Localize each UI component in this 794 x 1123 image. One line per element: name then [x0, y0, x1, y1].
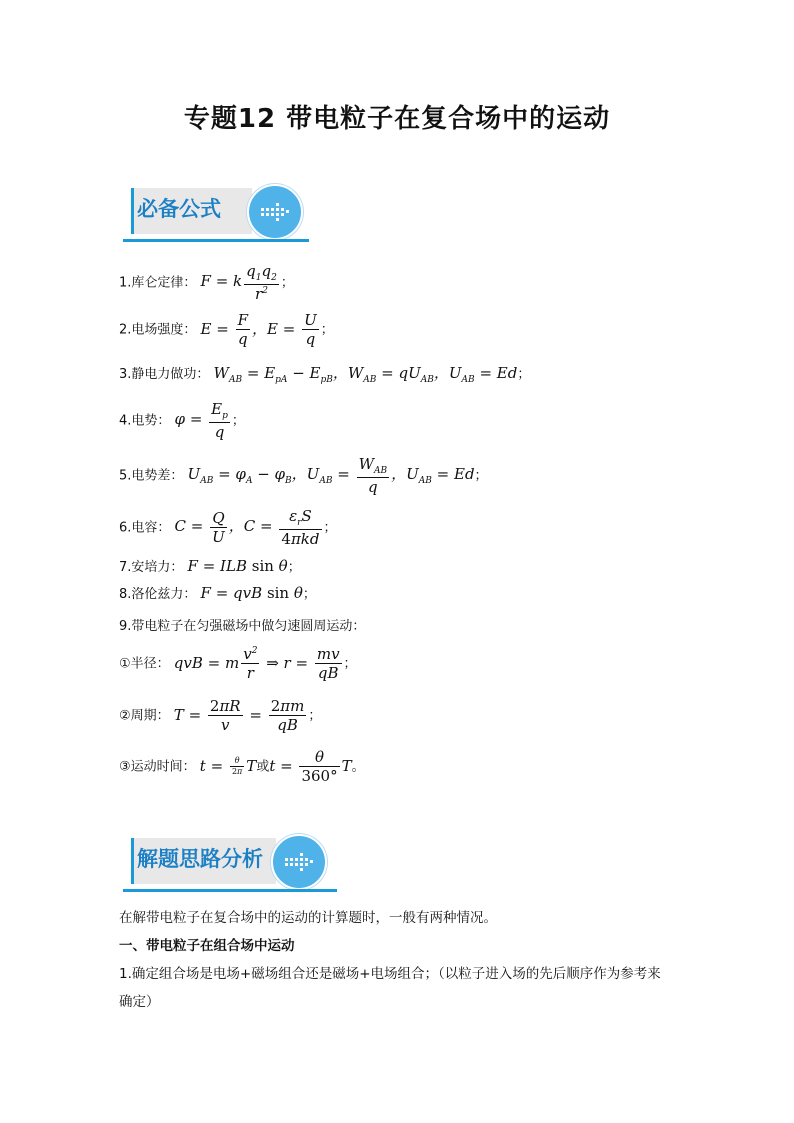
formula-label: 4.电势：: [119, 413, 171, 429]
formula-time: ③运动时间： t = $\frac{\theta}{2\pi}$ T或t = $\frac{\theta}{360^\circ}$ T。: [119, 748, 365, 785]
formula-label: 2.电场强度：: [119, 322, 197, 338]
formula-label: ①半径：: [119, 656, 170, 672]
banner-underline: [123, 889, 337, 892]
formula-radius: ①半径： qvB = m $\frac{v^2}{r}$ ⇒ r = $\frac{mv}{qB}$ ；: [119, 645, 357, 682]
or-text: 或: [256, 759, 270, 775]
formula-period: ②周期： T = $\frac{2\pi R}{v}$ = $\frac{2\pi m}{qB}$ ；: [119, 697, 322, 734]
period-mark: 。: [351, 759, 365, 775]
section-banner-formulas: [123, 184, 313, 244]
formula-label: 9.带电粒子在匀强磁场中做匀速圆周运动：: [119, 619, 366, 634]
formula-field-strength: 2.电场强度： E = $\frac{F}{q}$ ，E = $\frac{U}{q}$ ；: [119, 311, 334, 348]
section-title: 解题思路分析: [137, 847, 263, 871]
formula-work: 3.静电力做功： $W_{AB} = E_{pA} - E_{pB}$，$W_{AB} = qU_{AB}$，$U_{AB} = Ed$；: [119, 364, 531, 385]
section-banner-analysis: [123, 834, 339, 894]
formula-lorentz: 8.洛伦兹力： F = qvB sin θ；: [119, 584, 316, 602]
page-title: 专题12 带电粒子在复合场中的运动: [183, 104, 611, 134]
formula-coulomb: 1.库仑定律： F = k $\frac{q_1q_2}{r^2}$ ；: [119, 262, 294, 303]
formula-label: 3.静电力做功：: [119, 367, 210, 382]
section-title: 必备公式: [137, 197, 221, 221]
analysis-heading: 一、带电粒子在组合场中运动: [119, 938, 295, 954]
formula-label: 6.电容：: [119, 520, 171, 536]
analysis-intro: 在解带电粒子在复合场中的运动的计算题时，一般有两种情况。: [119, 910, 497, 926]
banner-underline: [123, 239, 309, 242]
formula-ampere: 7.安培力： F = ILB sin θ；: [119, 557, 301, 575]
formula-capacitance: 6.电容： C = $\frac{Q}{U}$ ，C = $\frac{\varepsilon_rS}{\text{4πkd}}$ ；: [119, 507, 337, 548]
formula-potential-difference: 5.电势差： $U_{AB} = \varphi_A - \varphi_B$，$U_{AB}$ = $\frac{W_{AB}}{q}$ ，$U_{AB} = Ed$；: [119, 455, 488, 496]
formula-label: 1.库仑定律：: [119, 275, 197, 291]
analysis-item-line: 1.确定组合场是电场+磁场组合还是磁场+电场组合；（以粒子进入场的先后顺序作为参考来: [119, 966, 661, 982]
formula-label: 8.洛伦兹力：: [119, 587, 197, 602]
formula-label: ②周期：: [119, 708, 170, 724]
formula-label: 5.电势差：: [119, 468, 184, 484]
arrow-right-icon: [247, 184, 303, 240]
formula-label: ③运动时间：: [119, 759, 196, 775]
formula-potential: 4.电势： φ = $\frac{E_p}{q}$ ；: [119, 400, 245, 441]
arrow-right-icon: [271, 834, 327, 890]
formula-circular-motion-title: [119, 615, 365, 634]
analysis-item-line: 确定）: [119, 994, 160, 1010]
formula-label: 7.安培力：: [119, 560, 184, 575]
